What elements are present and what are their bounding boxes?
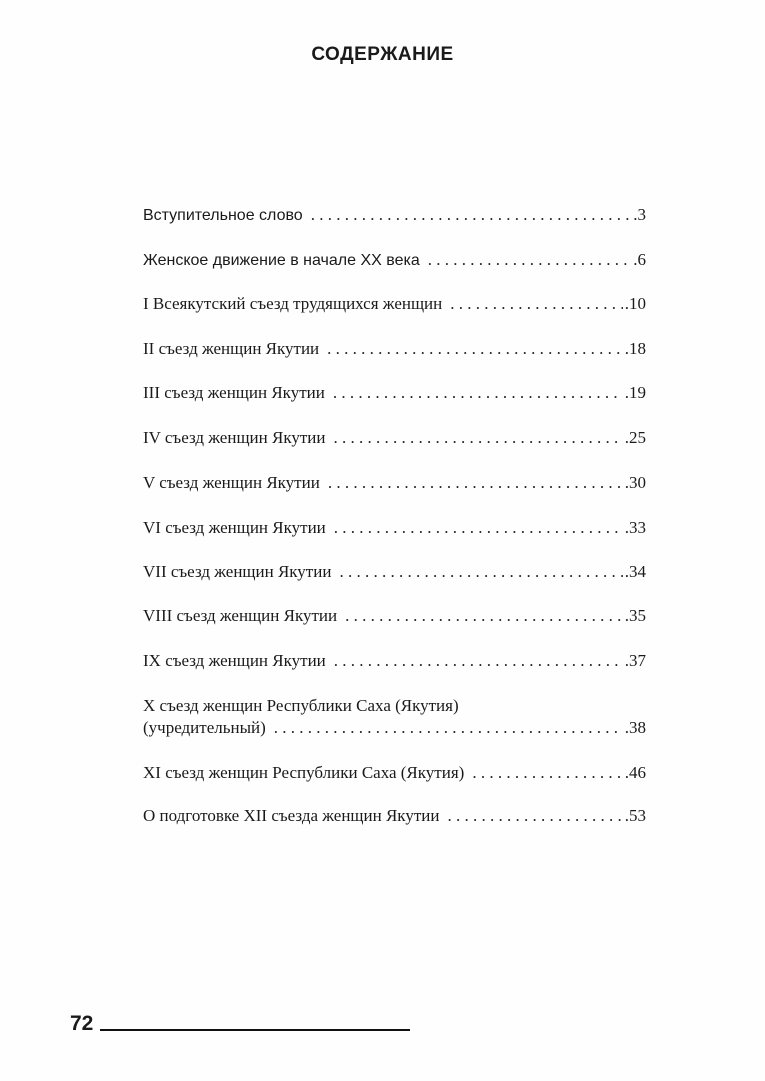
toc-entry-title: (учредительный) xyxy=(143,718,266,737)
toc-entry xyxy=(143,805,646,827)
toc-entry-page: .10 xyxy=(624,294,646,313)
toc-entry-page: .46 xyxy=(624,763,646,782)
toc-entry-page: .6 xyxy=(633,250,646,269)
toc-entry-title: II съезд женщин Якутии xyxy=(143,339,320,358)
toc-entry xyxy=(143,472,646,494)
toc-entry xyxy=(143,695,646,739)
leader-dots xyxy=(334,517,623,539)
leader-dots xyxy=(428,249,632,271)
leader-dots xyxy=(327,338,623,360)
toc-entry-page: .3 xyxy=(633,205,646,224)
toc-entry-title: III съезд женщин Якутии xyxy=(143,383,325,402)
toc-entry-page: .53 xyxy=(624,806,646,825)
page-number: 72 xyxy=(70,1012,94,1035)
leader-dots xyxy=(447,805,622,827)
toc-entry xyxy=(143,293,646,315)
toc-entry-page: .25 xyxy=(624,428,646,447)
toc-entry-page: .33 xyxy=(624,518,646,537)
page-title: СОДЕРЖАНИЕ xyxy=(311,44,454,65)
toc-entry-title: IV съезд женщин Якутии xyxy=(143,428,326,447)
leader-dots xyxy=(450,293,623,315)
toc-entry-page: .30 xyxy=(624,473,646,492)
toc-entry-title: V съезд женщин Якутии xyxy=(143,473,320,492)
toc-entry-page: .18 xyxy=(624,339,646,358)
toc-entry xyxy=(143,762,646,784)
leader-dots xyxy=(328,472,623,494)
toc-entry-title: О подготовке XII съезда женщин Якутии xyxy=(143,806,440,825)
toc-entry xyxy=(143,650,646,672)
toc-entry-title: VII съезд женщин Якутии xyxy=(143,562,332,581)
toc-entry-page: .34 xyxy=(624,562,646,581)
toc-entry xyxy=(143,517,646,539)
leader-dots xyxy=(274,717,623,739)
toc-entry xyxy=(143,605,646,627)
leader-dots xyxy=(472,762,622,784)
leader-dots xyxy=(333,382,623,404)
toc-entry-title: VI съезд женщин Якутии xyxy=(143,518,326,537)
toc-entry-title: Вступительное слово xyxy=(143,207,303,224)
toc-entry-page: .19 xyxy=(624,383,646,402)
toc-entry-title: Женское движение в начале XX века xyxy=(143,252,420,269)
leader-dots xyxy=(339,561,622,583)
toc-entry xyxy=(143,382,646,404)
footer-rule xyxy=(100,1029,410,1031)
leader-dots xyxy=(311,204,632,226)
leader-dots xyxy=(333,427,622,449)
toc-entry-page: .35 xyxy=(624,606,646,625)
leader-dots xyxy=(345,605,623,627)
toc-entry-title: XI съезд женщин Республики Саха (Якутия) xyxy=(143,763,465,782)
toc-entry-page: .38 xyxy=(624,718,646,737)
leader-dots xyxy=(334,650,623,672)
toc-entry xyxy=(143,338,646,360)
toc-entry-title: VIII съезд женщин Якутии xyxy=(143,606,338,625)
toc-entry xyxy=(143,427,646,449)
toc-entry xyxy=(143,561,646,583)
toc-entry xyxy=(143,249,646,271)
toc-entry xyxy=(143,204,646,226)
toc-entry-title-line1: X съезд женщин Республики Саха (Якутия) xyxy=(143,696,459,715)
toc-entry-page: .37 xyxy=(624,651,646,670)
toc-entry-title: IX съезд женщин Якутии xyxy=(143,651,326,670)
toc-entry-title: I Всеякутский съезд трудящихся женщин xyxy=(143,294,443,313)
